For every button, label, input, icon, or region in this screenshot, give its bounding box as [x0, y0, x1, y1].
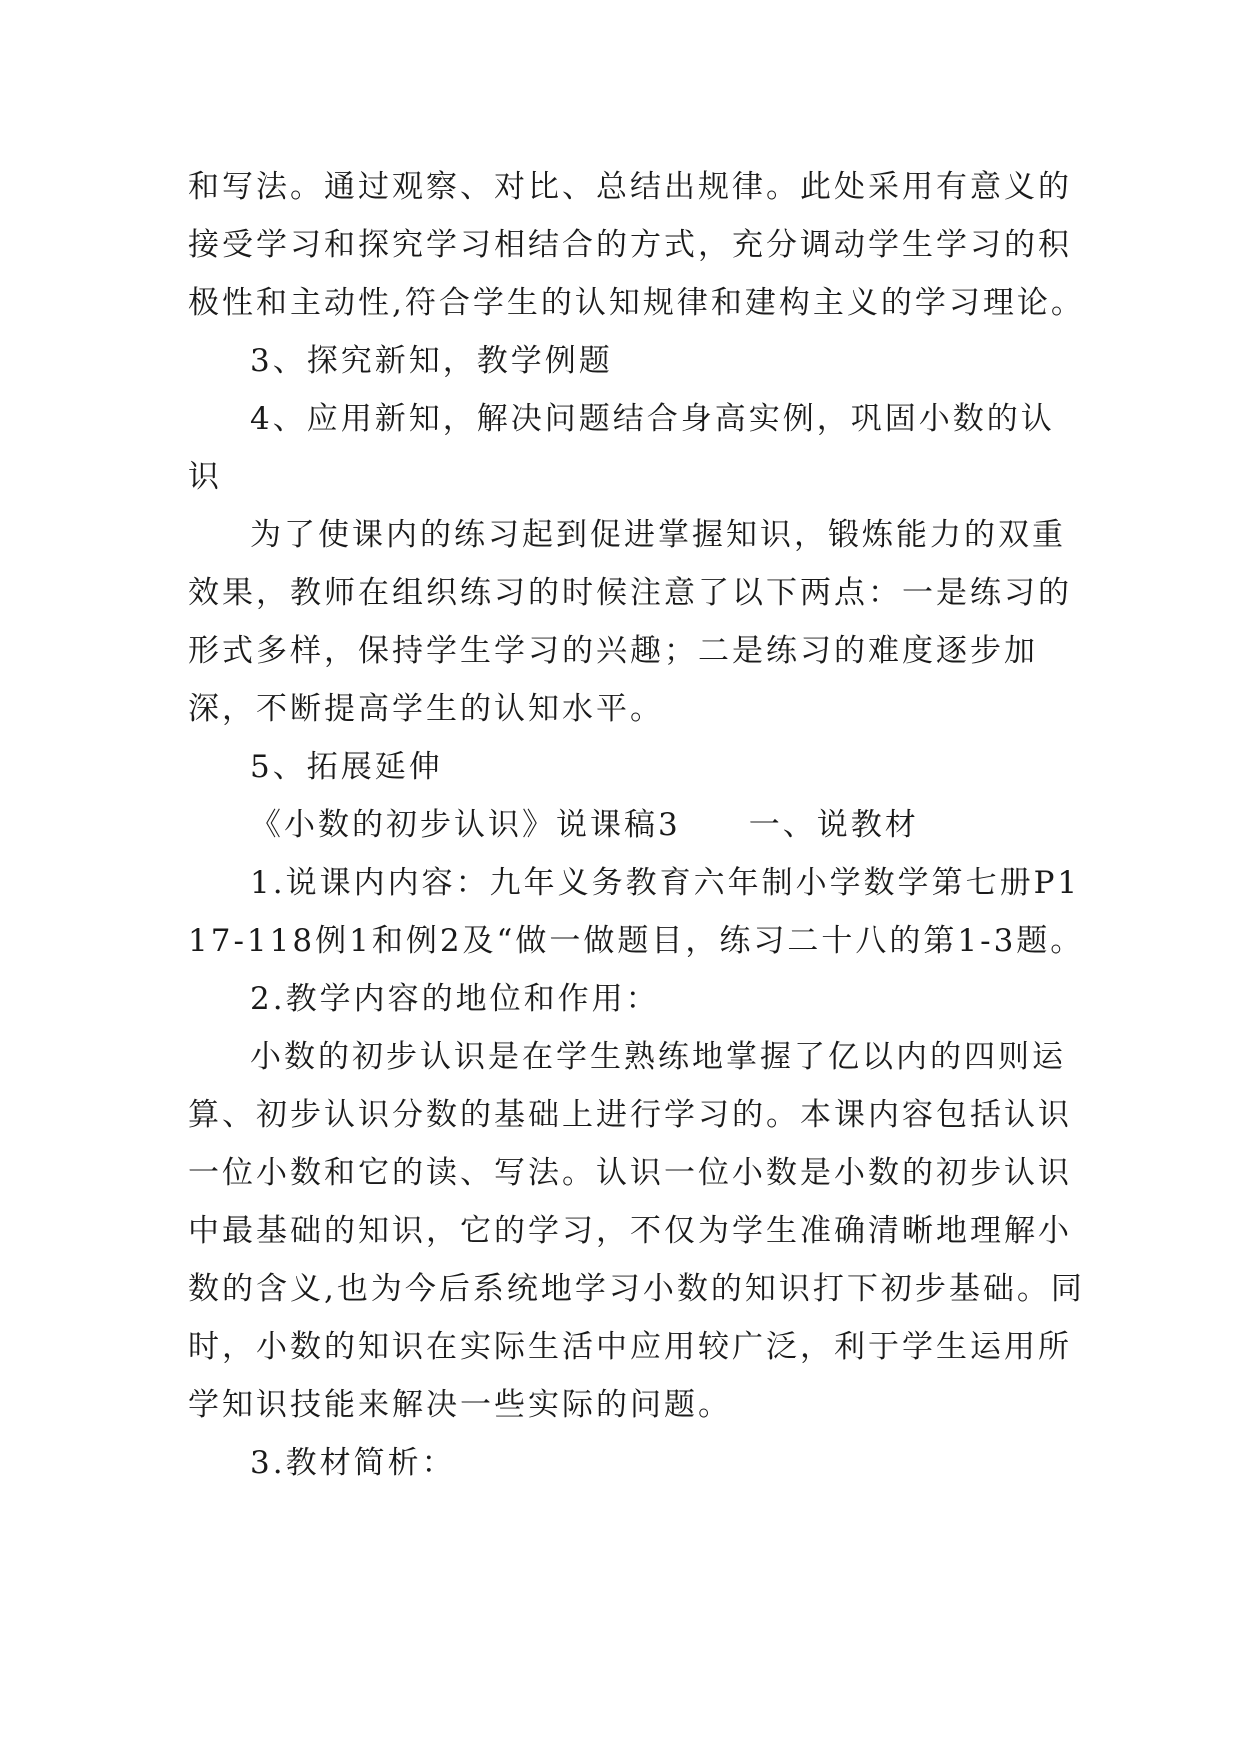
- paragraph-5: 5、拓展延伸: [250, 749, 443, 785]
- paragraph-10: 3.教材简析：: [250, 1445, 456, 1481]
- document-body: [188, 158, 1088, 1492]
- paragraph-7: 1.说课内内容：九年义务教育六年制小学数学第七册P117-118例1和例2及“做一做题目，练习二十八的第1-3题。: [188, 865, 1085, 959]
- paragraph-1: 和写法。通过观察、对比、总结出规律。此处采用有意义的接受学习和探究学习相结合的方式，充分调动学生学习的积极性和主动性,符合学生的认知规律和建构主义的学习理论。: [188, 169, 1085, 321]
- paragraph-9: 小数的初步认识是在学生熟练地掌握了亿以内的四则运算、初步认识分数的基础上进行学习的。本课内容包括认识一位小数和它的读、写法。认识一位小数是小数的初步认识中最基础的知识，它的学习，不仅为学生准确清晰地理解小数的含义,也为今后系统地学习小数的知识打下初步基础。同时，小数的知识在实际生活中应用较广泛，利于学生运用所学知识技能来解决一些实际的问题。: [188, 1039, 1085, 1423]
- paragraph-6: 《小数的初步认识》说课稿3 一、说教材: [250, 807, 919, 843]
- paragraph-3: 4、应用新知，解决问题结合身高实例，巩固小数的认识: [188, 401, 1055, 495]
- paragraph-2: 3、探究新知，教学例题: [250, 343, 613, 379]
- paragraph-4: 为了使课内的练习起到促进掌握知识，锻炼能力的双重效果，教师在组织练习的时候注意了以下两点：一是练习的形式多样，保持学生学习的兴趣；二是练习的难度逐步加深，不断提高学生的认知水平。: [188, 517, 1072, 727]
- paragraph-8: 2.教学内容的地位和作用：: [250, 981, 660, 1017]
